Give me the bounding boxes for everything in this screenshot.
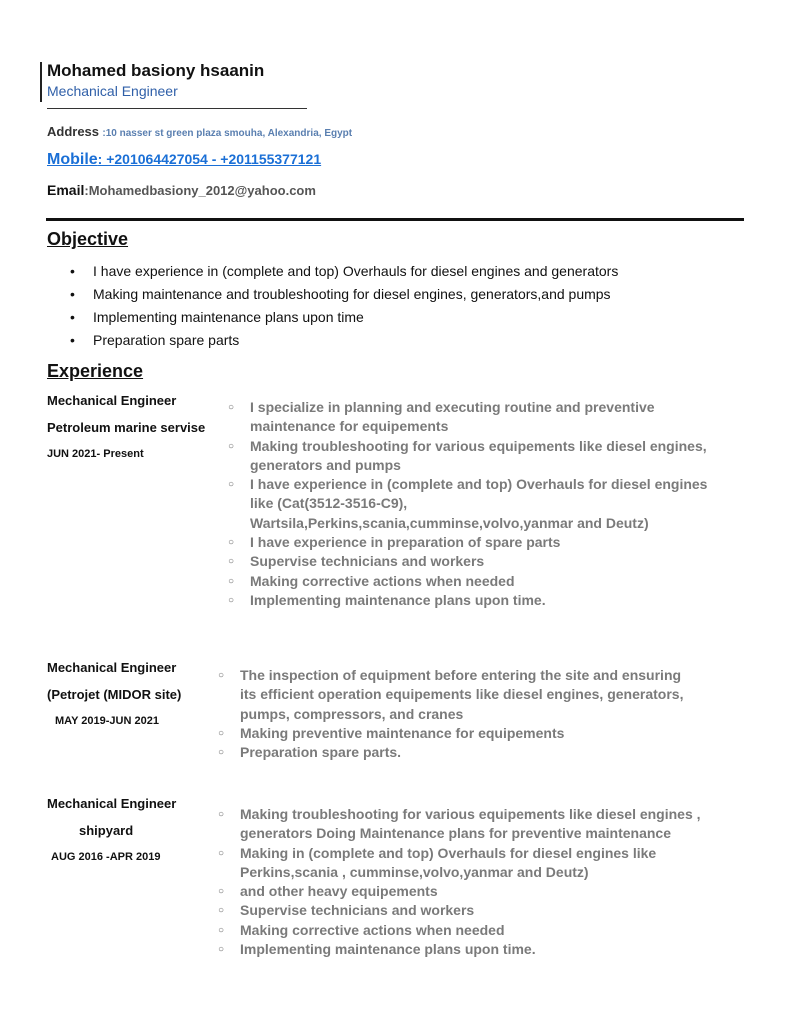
job-title: Mechanical Engineer: [47, 660, 177, 675]
job-duties: [218, 666, 683, 762]
duty-line: its efficient operation equipements like diesel engines, generators,: [240, 686, 684, 703]
duty-line: generators and pumps: [250, 456, 401, 473]
duty-line: ○ Making corrective actions when needed: [240, 921, 505, 938]
objective-item: • Making maintenance and troubleshooting for diesel engines, generators,and pumps: [60, 285, 618, 308]
candidate-title: Mechanical Engineer: [47, 83, 178, 99]
job-title: Mechanical Engineer: [47, 796, 177, 811]
header-divider: [47, 108, 307, 109]
duty-item: [228, 475, 707, 533]
duty-item: [228, 398, 707, 437]
duty-line: pumps, compressors, and cranes: [240, 705, 464, 722]
experience-heading: Experience: [47, 361, 144, 381]
duty-line: Perkins,scania , cumminse,volvo,yanmar and Deutz): [240, 863, 589, 880]
duty-line: ○ Preparation spare parts.: [240, 744, 402, 761]
duty-item: [218, 743, 683, 762]
duty-item: [218, 921, 701, 940]
job-duties: [218, 805, 701, 959]
mobile-label[interactable]: Mobile: [47, 151, 98, 168]
duty-line: ○ Making troubleshooting for various equipements like diesel engines,: [250, 437, 707, 454]
mobile-line[interactable]: [47, 151, 321, 169]
duty-item: [228, 533, 707, 552]
duty-line: ○ Implementing maintenance plans upon time.: [250, 591, 546, 608]
duty-line: ○ I have experience in preparation of spare parts: [250, 534, 561, 551]
email-line: [47, 182, 316, 198]
candidate-name: Mohamed basiony hsaanin: [47, 61, 265, 80]
section-divider: [46, 218, 744, 221]
duty-line: ○ Making preventive maintenance for equipements: [240, 724, 565, 741]
objective-item: • Implementing maintenance plans upon time: [60, 308, 618, 331]
mobile-value[interactable]: : +201064427054 - +201155377121: [97, 151, 322, 167]
duty-line: ○ The inspection of equipment before entering the site and ensuring: [240, 667, 682, 683]
job-company: shipyard: [79, 823, 134, 838]
duty-item: [228, 591, 707, 610]
duty-item: [218, 844, 701, 883]
duty-line: ○ Supervise technicians and workers: [240, 902, 475, 919]
address-line: [47, 124, 352, 139]
duty-item: [228, 572, 707, 591]
duty-line: ○ I have experience in (complete and top) Overhauls for diesel engines: [250, 476, 708, 493]
objective-item: • Preparation spare parts: [60, 331, 618, 354]
duty-line: ○ I specialize in planning and executing routine and preventive: [250, 399, 655, 415]
job-dates: AUG 2016 -APR 2019: [51, 851, 161, 863]
duty-item: [218, 901, 701, 920]
duty-line: like (Cat(3512-3516-C9),: [250, 495, 408, 512]
duty-line: ○ and other heavy equipements: [240, 883, 438, 900]
header-accent-bar: [40, 62, 42, 102]
duty-line: generators Doing Maintenance plans for preventive maintenance: [240, 825, 671, 842]
duty-line: ○ Making troubleshooting for various equipements like diesel engines ,: [240, 806, 701, 822]
job-title: Mechanical Engineer: [47, 393, 177, 408]
address-value: :10 nasser st green plaza smouha, Alexandria, Egypt: [102, 128, 353, 139]
duty-line: ○ Making corrective actions when needed: [250, 572, 515, 589]
objective-heading: Objective: [47, 229, 129, 249]
duty-line: maintenance for equipements: [250, 418, 449, 435]
email-label: Email: [47, 182, 85, 198]
job-company: Petroleum marine servise: [47, 420, 206, 435]
job-company: (Petrojet (MIDOR site): [47, 687, 182, 702]
duty-item: [228, 552, 707, 571]
job-dates: MAY 2019-JUN 2021: [55, 715, 159, 727]
duty-line: ○ Supervise technicians and workers: [250, 553, 485, 570]
duty-item: [218, 882, 701, 901]
job-dates: JUN 2021- Present: [47, 448, 144, 460]
duty-item: [218, 724, 683, 743]
address-label: Address: [47, 124, 100, 139]
duty-line: ○ Implementing maintenance plans upon time.: [240, 941, 536, 958]
duty-item: [218, 666, 683, 724]
duty-line: Wartsila,Perkins,scania,cumminse,volvo,yanmar and Deutz): [250, 514, 649, 531]
duty-item: [218, 805, 701, 844]
job-duties: [228, 398, 707, 610]
objective-list: [60, 262, 618, 354]
duty-line: ○ Making in (complete and top) Overhauls for diesel engines like: [240, 844, 657, 861]
email-value: :Mohamedbasiony_2012@yahoo.com: [84, 183, 316, 198]
objective-item: • I have experience in (complete and top) Overhauls for diesel engines and generators: [60, 262, 618, 285]
duty-item: [228, 437, 707, 476]
duty-item: [218, 940, 701, 959]
